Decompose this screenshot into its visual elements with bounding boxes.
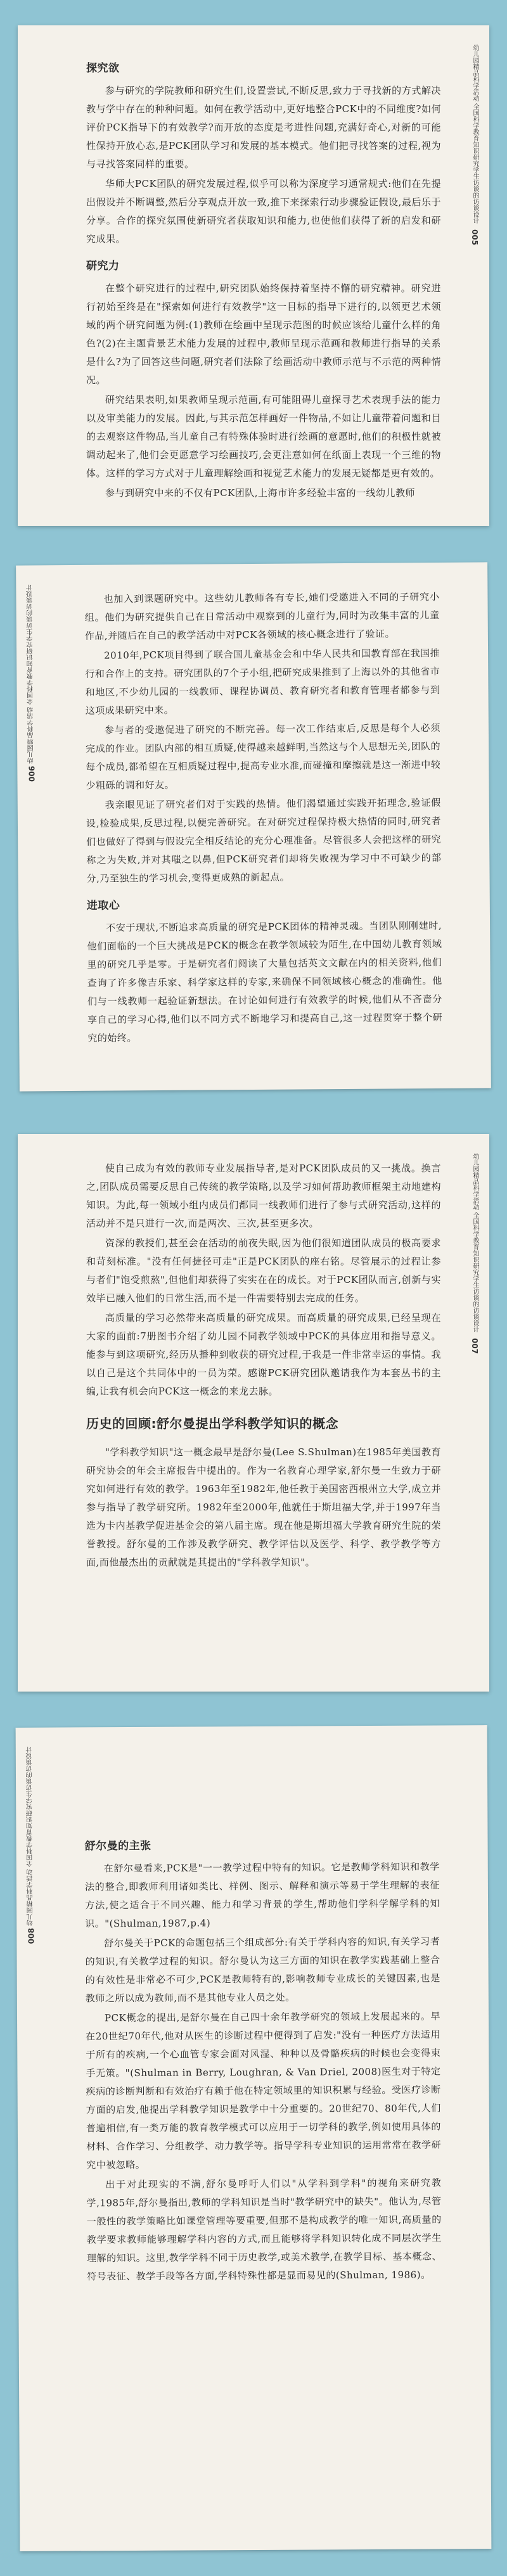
paragraph: 在整个研究进行的过程中,研究团队始终保持着坚持不懈的研究精神。研究进行初始至终是在"探索如何进行有效教学"这一目标的指导下进行的,以领更艺术领域的两个研究问题为例:(1)教师在绘画中呈现示范图的时候应该给儿童什么样的角色?(2)在主题背景艺术能力发展的过程中,教师呈现示范画和教师进行指导的关系是什么?为了回答这些问题,研究者们法除了绘画活动中教师示范与不示范的两种情况。 [86,283,441,386]
page-text [84,1827,442,2287]
chapter-heading: 历史的回顾:舒尔曼提出学科教学知识的概念 [86,1416,338,1431]
paragraph: 参与研究的学院教师和研究生们,设置尝试,不断反思,致力于寻找新的方式解决教与学中存在的种种问题。如何在教学活动中,更好地整合PCK中的不同维度?如何评价PCK指导下的有效教学?而开放的态度是考进性问题,充满好奇心,对新的可能性保持开放心态,是PCK团队学习和发展的基本模式。他们把寻找答案的过程,视为与寻找答案同样的重要。 [86,85,441,170]
book-subtitle: 全国科学教育知识研究学生访谈的访谈设计 [472,103,478,224]
paragraph: 舒尔曼关于PCK的命题包括三个组成部分:有关于学科内容的知识,有关学习者的知识,有关教学过程的知识。舒尔曼认为这三方面的知识在教学实践基础上整合的有效性是非常必不可少,PCK是教师特有的,影响教师专业成长的关键因素,也是教师之所以成为教师,而不是其他专业人员之处。 [85,1935,440,2005]
page-number: 005 [470,229,479,246]
book-page-4 [16,1725,492,2551]
paragraph: 我亲眼见证了研究者们对于实践的热情。他们渴望通过实践开拓理念,验证假设,检验成果,反思过程,以便完善研究。在对研究过程保持极大热情的同时,研究者们也做好了得到与假设完全相反结论的充分心理准备。尽管很多人会把这样的研究称之为失败,并对其嗤之以鼻,但PCK研究者们却将失败视为学习中不可缺少的部分,乃至独生的学习机会,变得更成熟的新起点。 [86,796,442,884]
running-header [26,1747,45,1948]
paragraph: 资深的教授们,甚至会在活动的前夜失眠,因为他们很知道团队成员的极高要求和苛刻标准。"没有任何捷径可走"正是PCK团队的座右铭。尽管展示的过程让参与者们"饱受煎熬",但他们却获得了实实在在的成长。对于PCK团队而言,创新与实效毕已融入他们的日常生活,而不是一件需要特别去完成的任务。 [86,1237,441,1304]
paragraph: 研究结果表明,如果教师呈现示范画,有可能阻碍儿童探寻艺术表现手法的能力以及审美能力的发展。因此,与其示范怎样画好一件物品,不如让儿童带着问题和目的去观察这件物品,当儿童自己有特殊体验时进行绘画的意愿时,他们的积极性就被调动起来了,他们会更愿意学习绘画技巧,会更注意如何在纸面上表现一个三维的物体。这样的学习方式对于儿童理解绘画和视觉艺术能力的发展无疑都是更有效的。 [86,394,441,479]
section-heading: 研究力 [86,260,120,272]
book-title: 幼儿园精品科学活动 [472,1153,478,1210]
paragraph: 不安于现状,不断追求高质量的研究是PCK团体的精神灵魂。当团队刚刚建时,他们面临的一个巨大挑战是PCK的概念在教学领域较为陌生,在中国幼儿教育领域里的研究几乎是零。于是研究者们阅读了大量包括英文文献在内的相关资料,他们查询了许多像吉乐家、科学家这样的专家,来确保不同领域核心概念的准确性。他们与一线教师一起验证新想法。在讨论如何进行有效教学的时候,他们从不吝啬分享自己的学习心得,他们以不同方式不断地学习和提高自己,这一过程贯穿于整个研究的始终。 [87,919,443,1044]
book-page-2 [16,562,491,1091]
paragraph: 在舒尔曼看来,PCK是"一一教学过程中特有的知识。它是教师学科知识和教学法的整合,即教师利用诸如类比、样例、图示、解释和演示等易于学生理解的表征方法,使之适合于不同兴趣、能力和学习背景的学生,帮助他们学科学解学科的知识。"(Shulman,1987,p.4) [84,1861,440,1930]
book-subtitle: 全国科学教育知识研究学生访谈的访谈设计 [26,1746,34,1867]
page-number: 008 [27,1928,36,1944]
running-header [461,44,479,245]
book-title: 幼儿园精品科学活动 [27,706,35,764]
section-heading: 进取心 [86,899,120,912]
page-number: 006 [27,765,37,782]
section-heading: 舒尔曼的主张 [84,1839,151,1853]
paragraph: PCK概念的提出,是舒尔曼在自己四十余年教学研究的领域上发展起来的。早在20世纪70年代,他对从医生的诊断过程中便得到了启发:"没有一种医疗方法适用于所有的疾病,一个心血管专家会面对风湿、种种以及骨骼疾病的时候也会变得束手无策。"(Shulman in Berry, Loughran, & Van Driel, 2008)医生对于特定疾病的诊断判断和有效治疗有赖于他在特定领域里的知识积累与经验。受医疗诊断方面的启发,他提出学科教学知识是教学中十分重要的。20世纪70、80年代,人们普遍相信,有一类万能的教育教学模式可以应用于一切学科的教学,例如使用具体的材料、合作学习、分组教学、动力教学等。指导学科专业知识的运用常常在教学研究中被忽略。 [86,2010,442,2171]
book-title: 幼儿园精品科学活动 [472,44,478,101]
book-subtitle: 全国科学教育知识研究学生访谈的访谈设计 [472,1212,478,1333]
paragraph: "学科教学知识"这一概念最早是舒尔曼(Lee S.Shulman)在1985年美国教育研究协会的年会主席报告中提出的。作为一名教育心理学家,舒尔曼一生致力于研究如何进行有效的教学。1963年至1982年,他任教于美国密西根州立大学,成立并参与指导了教学研究所。1982年至2000年,他就任于斯坦福大学,并于1997年当选为卡内基教学促进基金会的第八届主席。现在他是斯坦福大学教育研究生院的荣誉教授。舒尔曼的工作涉及教学研究、教学评估以及医学、科学、教学教学等方面,而他最杰出的贡献就是其提出的"学科教学知识"。 [86,1446,441,1568]
book-page-3 [18,1134,489,1692]
book-title: 幼儿园精品科学活动 [27,1868,35,1927]
paragraph: 2010年,PCK项目得到了联合国儿童基金会和中华人民共和国教育部在我国推行和合作上的支持。研究团队的7个子小组,把研究成果推到了上海以外的其他省市和地区,不少幼儿园的一线教师、课程协调员、教育研究者和教育管理者都参与到这项成果研究中来。 [85,647,440,717]
running-header [26,584,45,786]
paragraph: 高质量的学习必然带来高质量的研究成果。而高质量的研究成果,已经呈现在大家的面前:7册图书介绍了幼儿园不同教学领域中PCK的具体应用和指导意义。能参与到这项研究,经历从播种到收获的研究过程,于我是一件非常幸运的事情。我以自己是这个共同体中的一员为荣。感谢PCK研究团队邀请我作为本套丛书的主编,让我有机会向PCK这一概念的来龙去脉。 [86,1312,441,1397]
page-text [84,588,442,1049]
page-text [86,1159,441,1573]
paragraph: 华师大PCK团队的研究发展过程,似乎可以称为深度学习通常规式:他们在先提出假设并不断调整,然后分享观点开放一致,推下来探索行动步骤验证假设,最后乐于分享。合作的探究氛围使新研究者获取知识和能力,也使他们获得了新的启发和研究成果。 [86,178,441,245]
page-number: 007 [470,1338,479,1355]
book-subtitle: 全国科学教育知识研究学生访谈的访谈设计 [27,584,35,705]
paragraph: 参与者的受邀促进了研究的不断完善。每一次工作结束后,反思是每个人必须完成的作业。团队内部的相互质疑,使得越来越鲜明,当然这与个人思想无关,团队的每个成员,都希望在互相质疑过程中,提高专业水准,而碰撞和摩擦就是这一渐进中较少粗砾的调和好友。 [86,722,441,791]
paragraph: 参与到研究中来的不仅有PCK团队,上海市许多经验丰富的一线幼儿教师 [105,487,416,499]
section-heading: 探究欲 [86,62,120,75]
paragraph: 使自己成为有效的教师专业发展指导者,是对PCK团队成员的又一挑战。换言之,团队成员需要反思自己传统的教学策略,以及学习如何帮助教师框架主动地建构知识。为此,每一领域小组内成员们都同一线教师们进行了参与式研究活动,这样的活动并不是只进行一次,而是两次、三次,甚至更多次。 [86,1163,441,1229]
running-header [461,1153,479,1354]
paragraph: 出于对此现实的不满,舒尔曼呼吁人们以"从学科到学科"的视角来研究教学,1985年,舒尔曼指出,教师的学科知识是当时"教学研究中的缺失"。他认为,尽管一般性的教学策略比如课堂管理等要重要,但那不是构成教学的唯一知识,高质量的教学要求教师能够理解学科内容的方式,而且能够将学科知识转化成不同层次学生理解的知识。这里,教学学科不同于历史教学,或美术教学,在教学目标、基本概念、符号表征、教学手段等各方面,学科特殊性都是显而易见的(Shulman, 1986)。 [86,2177,442,2283]
book-page-1 [18,25,489,526]
page-text [86,51,441,504]
paragraph: 也加入到课题研究中。这些幼儿教师各有专长,她们受邀进入不同的子研究小组。他们为研究提供自己在日常活动中观察到的儿童行为,同时为改集丰富的儿童作品,并随后在自己的教学活动中对PCK各领域的核心概念进行了验证。 [84,590,440,642]
